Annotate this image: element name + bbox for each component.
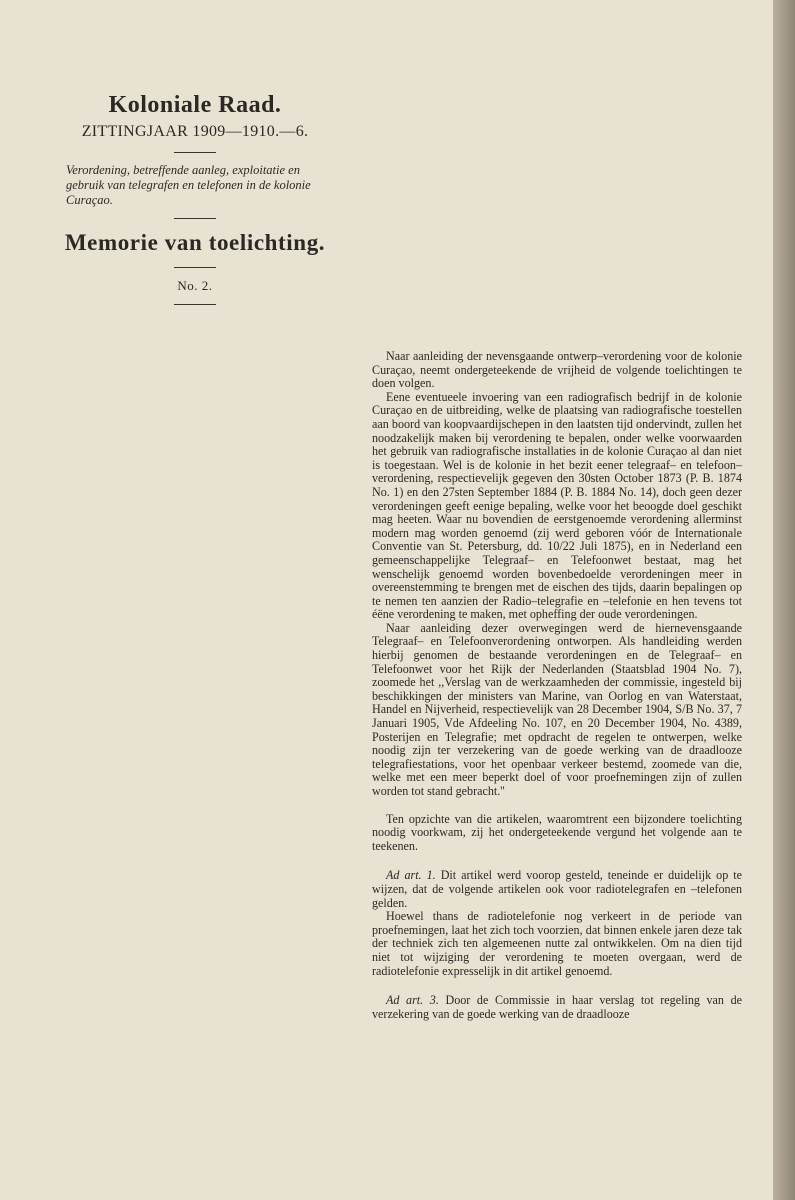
paragraph: Hoewel thans de radiotelefonie nog verkeert in de periode van proefnemingen, laat het zich toch voorzien, dat binnen enkele jaren deze tak der techniek zich ten algemeenen nutte zal ontwikkelen. Om na dien tijd niet tot wijziging der verordening te moeten overgaan, werd de radiotelefonie expresselijk in dit artikel genoemd. [372, 909, 742, 978]
memo-title: Memorie van toelichting. [64, 230, 326, 255]
divider [174, 152, 216, 153]
paragraph-art-1 [372, 869, 742, 910]
paragraph: Eene eventueele invoering van een radiografisch bedrijf in de kolonie Curaçao en de uitbreiding, welke de plaatsing van radiografische toestellen aan boord van koopvaardijschepen in den laatsten tijd ondervindt, zullen het noodzakelijk maken bij verordening te bepalen, onder welke voorwaarden het gebruik van radiografische installaties in de kolonie Curaçao al dan niet is toegestaan. Wel is de kolonie in het bezit eener telegraaf– en telefoon–verordening, respectievelijk gegeven den 30sten October 1873 (P. B. 1874 No. 1) en den 27sten September 1884 (P. B. 1884 No. 14), doch geen dezer verordeningen geeft eenige bepaling, welke voor het beoogde doel geschikt mag heeten. Waar nu bovendien de eerstgenoemde verordening allerminst modern mag worden genoemd (zij werd geboren vóór de Internationale Conventie van St. Petersburg, dd. 10/22 Juli 1875), en in Nederland een gemeenschappelijke Telegraaf– en Telefoonwet bestaat, mag het wenschelijk genoemd worden bovenbedoelde verordeningen meer in overeenstemming te brengen met de eischen des tijds, daarin bepalingen op te nemen ten aanzien der Radio–telegrafie en –telefonie en hen tevens tot éëne verordening te maken, met opheffing der oude verordeningen. [372, 389, 742, 622]
divider [174, 218, 216, 219]
page-edge [773, 0, 795, 1200]
article-label: Ad art. 1. [386, 868, 436, 883]
subject-text: Verordening, betreffende aanleg, exploitatie en gebruik van telegrafen en telefonen in de kolonie Curaçao. [66, 163, 311, 207]
paragraph-art-3 [372, 994, 742, 1021]
paragraph: Naar aanleiding der nevensgaande ontwerp–verordening voor de kolonie Curaçao, neemt ondergeteekende de vrijheid de volgende toelichtingen te doen volgen. [372, 349, 742, 391]
article-label: Ad art. 3. [386, 993, 439, 1008]
paragraph-text: Dit artikel werd voorop gesteld, teneinde er duidelijk op te wijzen, dat de volgende artikelen ook voor radiotelegrafen en –telefonen gelden. [372, 868, 742, 910]
body-text [372, 350, 742, 1021]
paragraph: Ten opzichte van die artikelen, waaromtrent een bijzondere toelichting noodig voorkwam, zij het ondergeteekende vergund het volgende aan te teekenen. [372, 811, 742, 853]
document-number: No. 2. [177, 278, 213, 293]
paragraph-text: Door de Commissie in haar verslag tot regeling van de verzekering van de goede werking van de draadlooze [372, 993, 742, 1021]
paragraph: Naar aanleiding dezer overwegingen werd de hiernevensgaande Telegraaf– en Telefoonverordening ontworpen. Als handleiding werden hierbij genomen de bestaande verordeningen en de Telegraaf– en Telefoonwet voor het Rijk der Nederlanden (Staatsblad 1904 No. 7), zoomede het ,,Verslag van de werkzaamheden der commissie, ingesteld bij beschikkingen der ministers van Marine, van Oorlog en van Waterstaat, Handel en Nijverheid, respectievelijk van 28 December 1904, S/B No. 37, 7 Januari 1905, Vde Afdeeling No. 107, en 20 December 1904, No. 4389, Posterijen en Telegrafie; met opdracht de regelen te ontwerpen, welke noodig zijn ter verzekering van de goede werking van de draadlooze telegrafiestations, voor het openbaar verkeer bestemd, zoomede van die, welke met een meer beperkt doel of voor proefnemingen zijn of zullen worden tot stand gebracht.'' [372, 620, 742, 798]
header-block [60, 90, 330, 315]
divider [174, 304, 216, 305]
council-title: Koloniale Raad. [108, 92, 282, 118]
session-line: ZITTINGJAAR 1909—1910.—6. [81, 123, 309, 140]
divider [174, 267, 216, 268]
